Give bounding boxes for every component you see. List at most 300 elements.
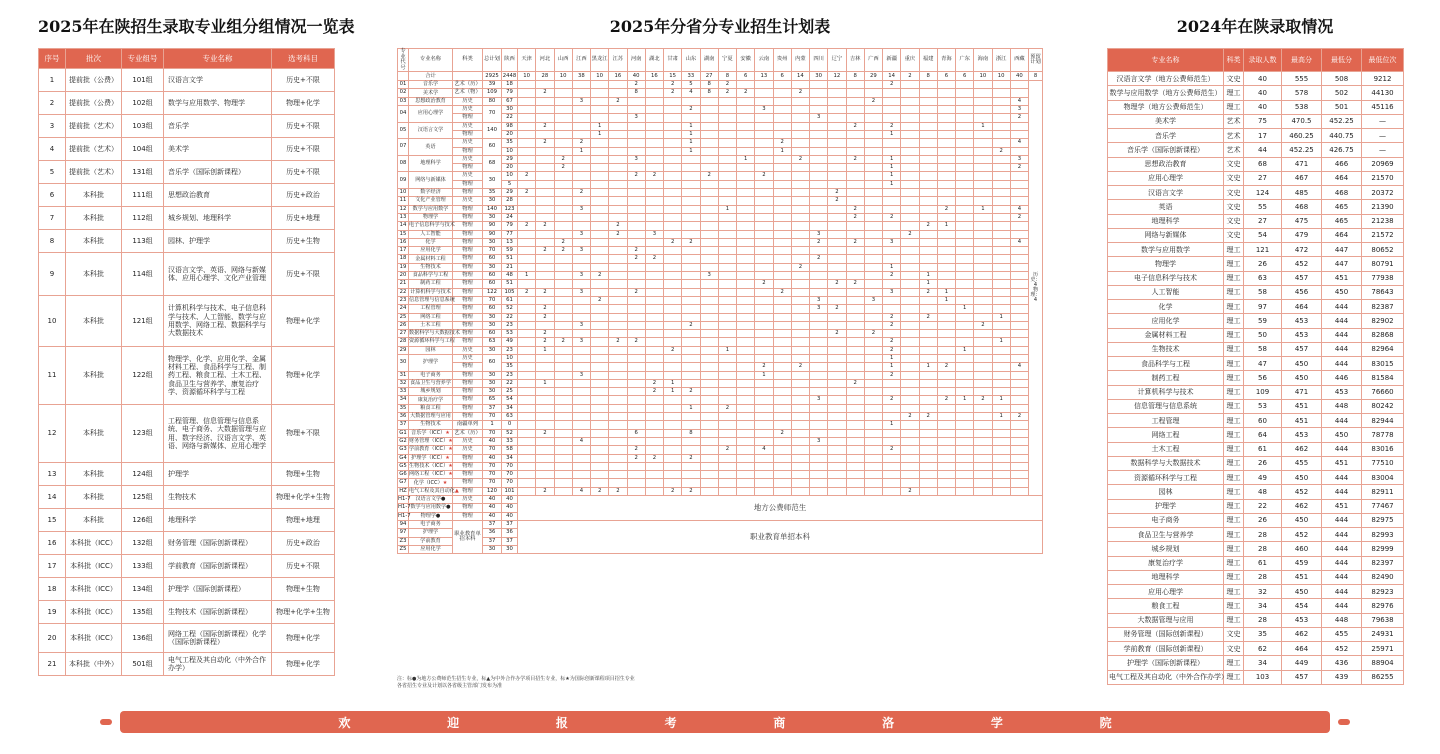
plan-cell [737, 330, 755, 338]
plan-cell: 25 [398, 313, 409, 321]
plan-cell: 护理学 [409, 354, 453, 371]
plan-row [398, 388, 1043, 396]
plan-cell [974, 238, 992, 246]
plan-cell: 1 [664, 379, 682, 387]
table-cell: 物理+不限 [272, 405, 335, 463]
table-cell: 452 [1282, 257, 1322, 271]
total-cell: 16 [609, 72, 627, 81]
plan-cell [737, 205, 755, 213]
plan-cell [627, 371, 645, 379]
table-cell: 康复治疗学 [1108, 556, 1224, 570]
plan-cell: 1 [937, 288, 955, 296]
plan-cell: 信息管理与信息系统 [409, 297, 455, 303]
table-cell: 578 [1282, 86, 1322, 100]
plan-cell [682, 413, 700, 421]
table-cell: 生物技术 [164, 486, 272, 509]
plan-cell [828, 164, 846, 172]
plan-cell [974, 272, 992, 280]
plan-cell: 3 [810, 437, 828, 445]
plan-cell: 大数据管理与应用 [410, 413, 451, 420]
plan-cell [883, 404, 901, 412]
plan-cell [664, 354, 682, 362]
table-row [1108, 656, 1404, 670]
plan-cell [974, 130, 992, 138]
plan-cell: 98 [502, 122, 518, 130]
table-cell: 理工 [1224, 399, 1244, 413]
plan-row [398, 354, 1043, 362]
plan-cell [682, 272, 700, 280]
plan-cell [755, 379, 773, 387]
column-header: 贵州 [773, 49, 791, 72]
plan-cell: 70 [483, 479, 502, 487]
plan-cell [937, 371, 955, 379]
plan-cell: 1 [992, 396, 1010, 404]
plan-cell [956, 272, 974, 280]
plan-cell: 90 [483, 222, 502, 230]
table-row [1108, 513, 1404, 527]
plan-cell [846, 338, 864, 346]
plan-cell [901, 272, 919, 280]
table-cell: 历史+地理 [272, 207, 335, 230]
plan-cell [518, 238, 536, 246]
plan-cell: 122 [483, 288, 502, 296]
table-cell: 450 [1282, 357, 1322, 371]
plan-cell [554, 421, 572, 429]
plan-cell [518, 446, 536, 454]
plan-cell [901, 89, 919, 97]
plan-cell [773, 313, 791, 321]
plan-cell [992, 222, 1010, 230]
plan-cell [919, 388, 937, 396]
table-cell: 68 [1244, 157, 1282, 171]
table-cell: 理工 [1224, 314, 1244, 328]
plan-cell: 2 [536, 89, 554, 97]
plan-cell [645, 462, 663, 470]
plan-cell [664, 313, 682, 321]
plan-cell [864, 247, 882, 255]
plan-cell [828, 213, 846, 221]
plan-cell: 学前教育（ICC）★ [409, 446, 453, 453]
table-cell: 金属材料工程 [1108, 328, 1224, 342]
plan-cell [791, 230, 809, 238]
plan-cell [700, 205, 718, 213]
table-cell: 464 [1322, 171, 1362, 185]
plan-cell: 2 [591, 487, 609, 495]
plan-cell [718, 172, 736, 180]
plan-cell [937, 454, 955, 462]
plan-cell [937, 404, 955, 412]
plan-cell: 2 [591, 272, 609, 280]
banner-char: 院 [1099, 715, 1112, 730]
column-header: 江西 [572, 49, 590, 72]
plan-cell [901, 81, 919, 89]
total-cell: 12 [828, 72, 846, 81]
plan-cell: 35 [502, 363, 518, 371]
plan-cell [883, 280, 901, 288]
plan-cell [919, 296, 937, 304]
total-cell: 6 [956, 72, 974, 81]
table-cell: 460 [1282, 542, 1322, 556]
plan-cell [718, 429, 736, 437]
table-cell: 466 [1322, 157, 1362, 171]
plan-cell [810, 180, 828, 188]
plan-cell [883, 479, 901, 487]
plan-cell [883, 454, 901, 462]
plan-cell [956, 139, 974, 147]
plan-cell [1010, 354, 1028, 362]
plan-cell: 54 [502, 396, 518, 404]
plan-cell [883, 189, 901, 197]
plan-cell [937, 429, 955, 437]
total-cell: 15 [664, 72, 682, 81]
plan-cell [864, 388, 882, 396]
plan-cell [919, 155, 937, 163]
column-header: 陕西 [502, 49, 518, 72]
plan-cell [609, 130, 627, 138]
table-row [1108, 129, 1404, 143]
plan-cell [554, 471, 572, 479]
plan-cell: 37 [502, 537, 518, 545]
plan-cell [901, 421, 919, 429]
table-cell: 工程管理、信息管理与信息系统、电子商务、大数据管理与应用、数字经济、汉语言文学、英语、网络与新媒体、应用心理学 [164, 405, 272, 463]
plan-cell [846, 413, 864, 421]
plan-cell [974, 338, 992, 346]
plan-cell [828, 379, 846, 387]
plan-cell [645, 89, 663, 97]
plan-cell [700, 114, 718, 122]
plan-cell [974, 471, 992, 479]
plan-cell [645, 330, 663, 338]
column-header: 专业名称 [409, 49, 453, 72]
plan-cell: 3 [627, 155, 645, 163]
plan-cell [883, 197, 901, 205]
total-cell: 10 [992, 72, 1010, 81]
table-row [39, 486, 335, 509]
table-cell: 本科批（ICC） [66, 624, 122, 653]
plan-cell: 02 [398, 89, 409, 97]
table-row [1108, 542, 1404, 556]
plan-cell [1010, 280, 1028, 288]
plan-cell [554, 213, 572, 221]
table-cell: 本科批 [66, 184, 122, 207]
plan-cell [536, 213, 554, 221]
plan-cell [992, 296, 1010, 304]
plan-cell [791, 462, 809, 470]
plan-cell: 8 [682, 429, 700, 437]
table-cell: 学前教育（国际创新课程） [164, 555, 272, 578]
mid-title: 2025年分省分专业招生计划表 [609, 17, 831, 36]
plan-cell: 0 [502, 421, 518, 429]
plan-cell [810, 280, 828, 288]
plan-cell: 2 [718, 404, 736, 412]
plan-cell [791, 272, 809, 280]
table-cell: 40 [1244, 100, 1282, 114]
plan-cell [536, 296, 554, 304]
table-cell: 20 [39, 624, 66, 653]
plan-cell [609, 147, 627, 155]
table-cell: 地理科学 [1108, 570, 1224, 584]
plan-cell [737, 122, 755, 130]
plan-cell [846, 97, 864, 105]
plan-cell [974, 379, 992, 387]
plan-row [398, 189, 1043, 197]
plan-cell [609, 454, 627, 462]
plan-cell [846, 462, 864, 470]
plan-cell: 34 [398, 396, 409, 404]
plan-cell [700, 330, 718, 338]
table-cell: 18 [39, 578, 66, 601]
table-row [39, 184, 335, 207]
table-cell: 450 [1322, 428, 1362, 442]
plan-cell [864, 404, 882, 412]
table-cell: 508 [1322, 72, 1362, 86]
plan-cell: 1 [956, 396, 974, 404]
table-cell: 81584 [1362, 371, 1404, 385]
table-cell: 信息管理与信息系统 [1108, 399, 1224, 413]
plan-cell [901, 371, 919, 379]
plan-cell [810, 81, 828, 89]
plan-cell: 1 [883, 164, 901, 172]
table-cell: 479 [1282, 228, 1322, 242]
plan-cell: 应用化学 [409, 247, 453, 255]
plan-cell [956, 172, 974, 180]
table-cell: 物理+化学 [272, 296, 335, 347]
table-row [39, 509, 335, 532]
plan-cell: 39 [483, 81, 502, 89]
table-cell: 444 [1322, 300, 1362, 314]
plan-cell [755, 205, 773, 213]
plan-cell [755, 429, 773, 437]
plan-cell [700, 371, 718, 379]
table-cell: 人工智能 [1108, 285, 1224, 299]
plan-cell: 2 [773, 429, 791, 437]
plan-cell [645, 247, 663, 255]
table-cell: 历史+不限 [272, 69, 335, 92]
plan-cell [773, 487, 791, 495]
plan-cell [992, 454, 1010, 462]
plan-cell [956, 363, 974, 371]
plan-cell: 70 [483, 296, 502, 304]
plan-cell [518, 155, 536, 163]
table-cell: 449 [1282, 656, 1322, 670]
table-cell: 132组 [122, 532, 164, 555]
plan-row [398, 238, 1043, 246]
plan-cell [773, 379, 791, 387]
table-cell: 理工 [1224, 613, 1244, 627]
plan-cell: 4 [755, 446, 773, 454]
plan-cell: 04 [398, 106, 409, 123]
plan-cell [700, 280, 718, 288]
plan-cell: 2 [645, 255, 663, 263]
table-cell: 理工 [1224, 428, 1244, 442]
plan-cell: 10 [398, 189, 409, 197]
plan-cell [846, 263, 864, 271]
plan-cell [518, 346, 536, 354]
plan-cell [554, 388, 572, 396]
plan-cell [591, 230, 609, 238]
plan-cell [937, 122, 955, 130]
plan-cell [645, 363, 663, 371]
table-cell: 本科批（ICC） [66, 601, 122, 624]
plan-cell: 3 [572, 272, 590, 280]
plan-cell [956, 330, 974, 338]
plan-cell [846, 454, 864, 462]
plan-cell: 2 [937, 205, 955, 213]
plan-cell [554, 255, 572, 263]
table-row [39, 624, 335, 653]
table-cell: 83016 [1362, 442, 1404, 456]
table-cell: 457 [1282, 670, 1322, 684]
plan-row [398, 520, 1043, 528]
total-cell: 10 [974, 72, 992, 81]
plan-cell: 2 [554, 155, 572, 163]
plan-cell: 22 [502, 114, 518, 122]
table-cell: 护理学（国际创新课程） [1108, 656, 1224, 670]
plan-cell [554, 89, 572, 97]
plan-cell: 1 [883, 263, 901, 271]
plan-cell [536, 197, 554, 205]
plan-cell [627, 363, 645, 371]
table-cell: 121 [1244, 243, 1282, 257]
plan-cell: 33 [502, 437, 518, 445]
plan-cell: 物理 [453, 189, 483, 197]
table-cell: 应用化学 [1108, 314, 1224, 328]
left-title: 2025年在陕招生录取专业组分组情况一览表 [38, 17, 355, 36]
plan-cell [937, 172, 955, 180]
plan-cell [992, 213, 1010, 221]
plan-cell [645, 288, 663, 296]
plan-cell [846, 139, 864, 147]
plan-row [398, 321, 1043, 329]
plan-cell [773, 454, 791, 462]
plan-cell [773, 296, 791, 304]
plan-cell [737, 313, 755, 321]
table-cell: 125组 [122, 486, 164, 509]
plan-cell [591, 404, 609, 412]
plan-cell [919, 213, 937, 221]
plan-cell [700, 180, 718, 188]
plan-cell [536, 446, 554, 454]
table-cell: 454 [1282, 599, 1322, 613]
plan-cell [554, 288, 572, 296]
plan-cell [609, 354, 627, 362]
admission-group-table [38, 48, 334, 676]
plan-cell [846, 471, 864, 479]
plan-cell: 思想政治教育 [409, 97, 453, 105]
table-cell: 471 [1282, 157, 1322, 171]
plan-cell [974, 437, 992, 445]
plan-cell: 60 [483, 272, 502, 280]
plan-cell: 音乐学 [409, 81, 453, 89]
table-cell: 20969 [1362, 157, 1404, 171]
table-cell: 20372 [1362, 186, 1404, 200]
plan-cell [609, 363, 627, 371]
plan-cell [810, 247, 828, 255]
plan-cell [846, 487, 864, 495]
table-cell: 文史 [1224, 228, 1244, 242]
table-cell: 理工 [1224, 442, 1244, 456]
plan-cell [919, 114, 937, 122]
plan-cell: 26 [398, 321, 409, 329]
plan-cell [554, 330, 572, 338]
plan-cell [974, 89, 992, 97]
plan-cell: 32 [398, 379, 409, 387]
plan-cell [1010, 321, 1028, 329]
plan-cell [992, 89, 1010, 97]
table-cell: 444 [1322, 357, 1362, 371]
column-header: 青海 [937, 49, 955, 72]
plan-cell [591, 305, 609, 313]
table-cell: 网络工程（国际创新课程）化学（国际创新课程） [164, 624, 272, 653]
plan-cell: 1 [956, 305, 974, 313]
plan-cell: 物理 [453, 213, 483, 221]
plan-cell [1010, 255, 1028, 263]
plan-cell: 29 [502, 189, 518, 197]
plan-cell [518, 437, 536, 445]
plan-cell [974, 313, 992, 321]
table-cell: 131组 [122, 161, 164, 184]
plan-cell: 物理 [453, 454, 483, 462]
plan-cell [518, 247, 536, 255]
plan-cell: 94 [398, 520, 409, 528]
plan-cell: 4 [1010, 97, 1028, 105]
plan-cell [554, 272, 572, 280]
plan-cell [700, 147, 718, 155]
plan-cell: 1 [883, 172, 901, 180]
plan-cell [992, 471, 1010, 479]
plan-cell [536, 155, 554, 163]
plan-cell: 护理学 [409, 529, 453, 537]
plan-cell [518, 471, 536, 479]
plan-cell: 网络工程（ICC）★ [409, 471, 453, 478]
plan-cell: 2 [828, 280, 846, 288]
plan-cell [682, 305, 700, 313]
plan-cell [737, 263, 755, 271]
plan-cell [773, 305, 791, 313]
plan-cell [773, 247, 791, 255]
plan-cell: 140 [483, 122, 502, 139]
plan-cell [828, 363, 846, 371]
plan-cell: 3 [810, 396, 828, 404]
plan-cell [627, 421, 645, 429]
plan-cell: 物理 [453, 280, 483, 288]
plan-cell: 1 [664, 388, 682, 396]
plan-cell [554, 404, 572, 412]
table-cell: 土木工程 [1108, 442, 1224, 456]
table-cell: 82976 [1362, 599, 1404, 613]
plan-cell [974, 139, 992, 147]
plan-cell: 物理 [453, 230, 483, 238]
plan-cell [937, 164, 955, 172]
plan-cell [737, 321, 755, 329]
plan-cell: 2 [518, 222, 536, 230]
column-header: 河南 [627, 49, 645, 72]
plan-cell [718, 421, 736, 429]
plan-cell: 物理 [453, 479, 483, 487]
plan-cell [737, 396, 755, 404]
table-cell: 444 [1322, 542, 1362, 556]
plan-cell [864, 305, 882, 313]
table-row [1108, 642, 1404, 656]
table-cell: 82397 [1362, 556, 1404, 570]
plan-cell [810, 446, 828, 454]
plan-cell: 物理 [453, 321, 483, 329]
plan-cell [755, 388, 773, 396]
plan-cell [864, 230, 882, 238]
plan-cell [737, 130, 755, 138]
plan-cell: 09 [398, 172, 409, 189]
plan-cell [627, 487, 645, 495]
